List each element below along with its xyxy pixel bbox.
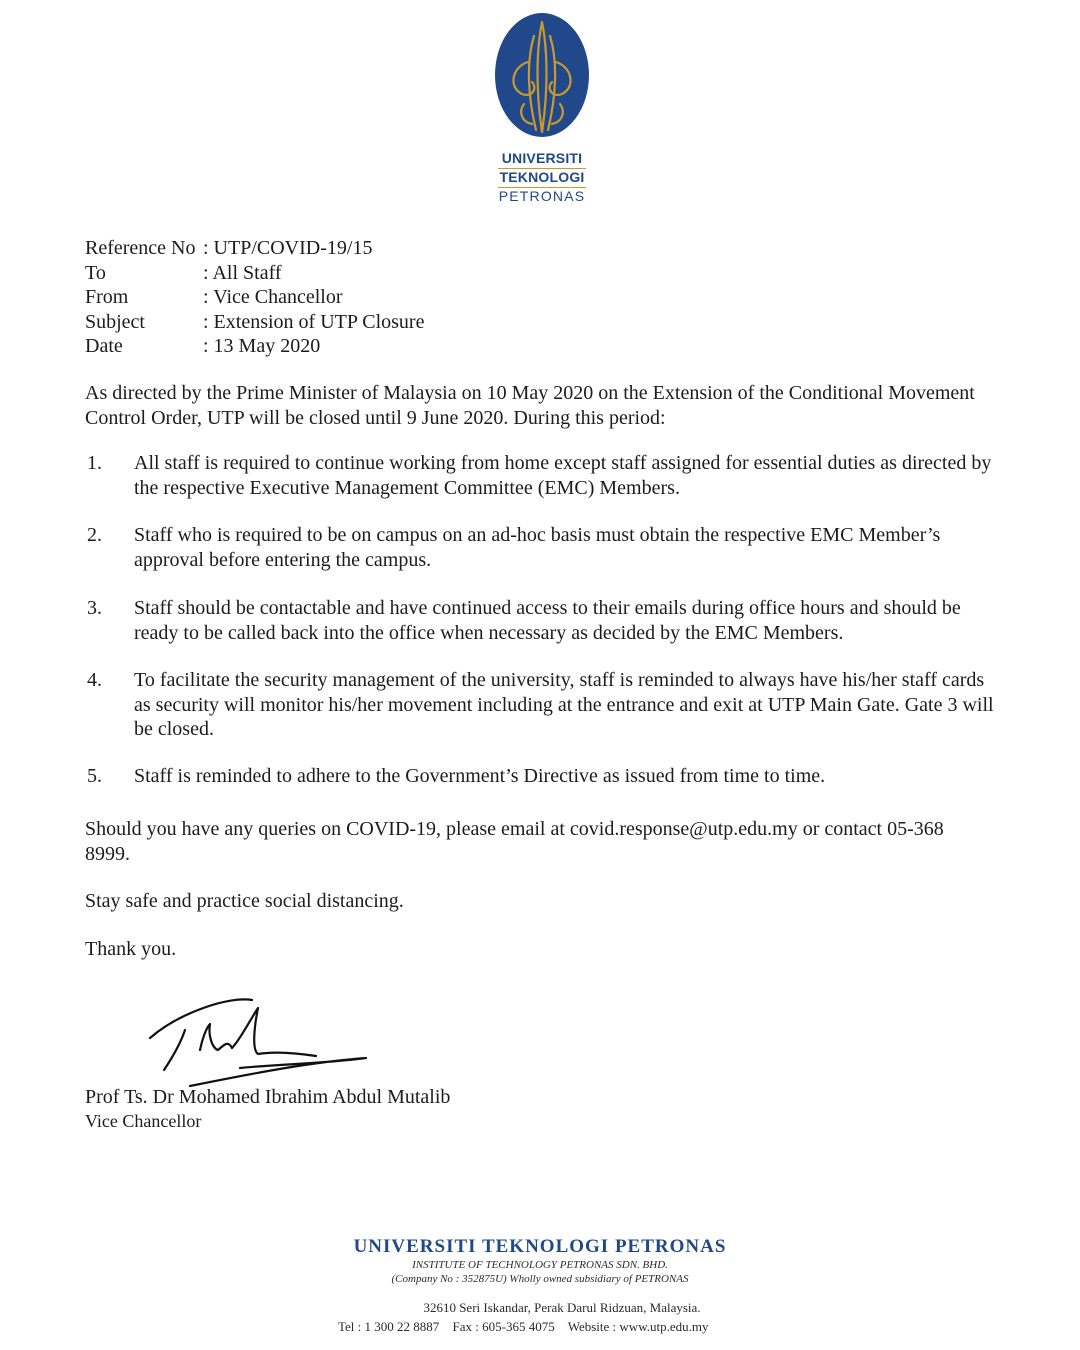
signer-title: Vice Chancellor (85, 1111, 202, 1131)
meta-label: Subject (85, 310, 145, 333)
signer-name: Prof Ts. Dr Mohamed Ibrahim Abdul Mutalib (85, 1086, 451, 1108)
list-item-number: 5. (87, 765, 102, 787)
footer-company-name: INSTITUTE OF TECHNOLOGY PETRONAS SDN. BHD. (412, 1259, 668, 1271)
list-item-text: All staff is required to continue working from home except staff assigned for essential duties as directed by the respective Executive Management Committee (EMC) Members. (134, 452, 992, 499)
meta-label: Reference No (85, 237, 196, 259)
logo-text-line2: TEKNOLOGI (499, 169, 585, 185)
logo-text-line1: UNIVERSITI (501, 150, 583, 166)
meta-row-from (85, 285, 424, 310)
utp-logo (492, 12, 592, 207)
meta-value: : UTP/COVID-19/15 (203, 237, 373, 259)
footer-fax: Fax : 605-365 4075 (452, 1319, 555, 1334)
list-item-text: Staff should be contactable and have continued access to their emails during office hours and should be ready to be called back into the office when necessary as decided by the EMC Members. (134, 597, 961, 644)
meta-row-date (85, 334, 424, 359)
meta-value: : Vice Chancellor (203, 286, 343, 308)
list-item-text: Staff who is required to be on campus on an ad-hoc basis must obtain the respective EMC Member’s approval before entering the campus. (134, 524, 941, 571)
footer-university-name: UNIVERSITI TEKNOLOGI PETRONAS (353, 1236, 727, 1257)
footer-address: 32610 Seri Iskandar, Perak Darul Ridzuan, Malaysia. (423, 1300, 701, 1315)
meta-row-reference (85, 236, 424, 261)
list-item-number: 4. (87, 669, 102, 691)
list-item (85, 451, 1005, 500)
utp-emblem-icon (492, 12, 592, 142)
list-item-number: 1. (87, 452, 102, 474)
meta-row-to (85, 261, 424, 286)
signature-icon (140, 990, 380, 1090)
logo-text-line3: PETRONAS (498, 188, 586, 204)
meta-label: Date (85, 335, 123, 357)
footer-company-registration: (Company No : 352875U) Wholly owned subsidiary of PETRONAS (391, 1273, 689, 1285)
meta-label: To (85, 261, 106, 284)
queries-paragraph: Should you have any queries on COVID-19, please email at covid.response@utp.edu.my or contact 05-368 8999. (85, 818, 944, 865)
closing-line: Stay safe and practice social distancing. (85, 890, 404, 912)
list-item-number: 3. (87, 597, 102, 619)
meta-label: From (85, 286, 129, 308)
list-item (85, 764, 1005, 789)
meta-value: : Extension of UTP Closure (203, 310, 425, 333)
meta-value: : 13 May 2020 (203, 335, 321, 357)
list-item-number: 2. (87, 524, 102, 546)
memo-header (85, 236, 424, 359)
list-item-text: Staff is reminded to adhere to the Government’s Directive as issued from time to time. (134, 765, 826, 787)
list-item (85, 596, 1005, 645)
meta-row-subject (85, 310, 424, 335)
list-item-text: To facilitate the security management of the university, staff is reminded to always have his/her staff cards as security will monitor his/her movement including at the entrance and exit at UTP Main Gate. Gate 3 will be closed. (134, 669, 994, 740)
footer-tel: Tel : 1 300 22 8887 (338, 1319, 440, 1334)
intro-paragraph: As directed by the Prime Minister of Malaysia on 10 May 2020 on the Extension of the Conditional Movement Control Order, UTP will be closed until 9 June 2020. During this period: (85, 382, 975, 429)
footer-website[interactable]: Website : www.utp.edu.my (567, 1319, 709, 1334)
thanks-line: Thank you. (85, 938, 177, 960)
list-item (85, 523, 1005, 572)
meta-value: : All Staff (203, 261, 282, 284)
footer-contact (338, 1319, 718, 1335)
list-item (85, 668, 1005, 742)
